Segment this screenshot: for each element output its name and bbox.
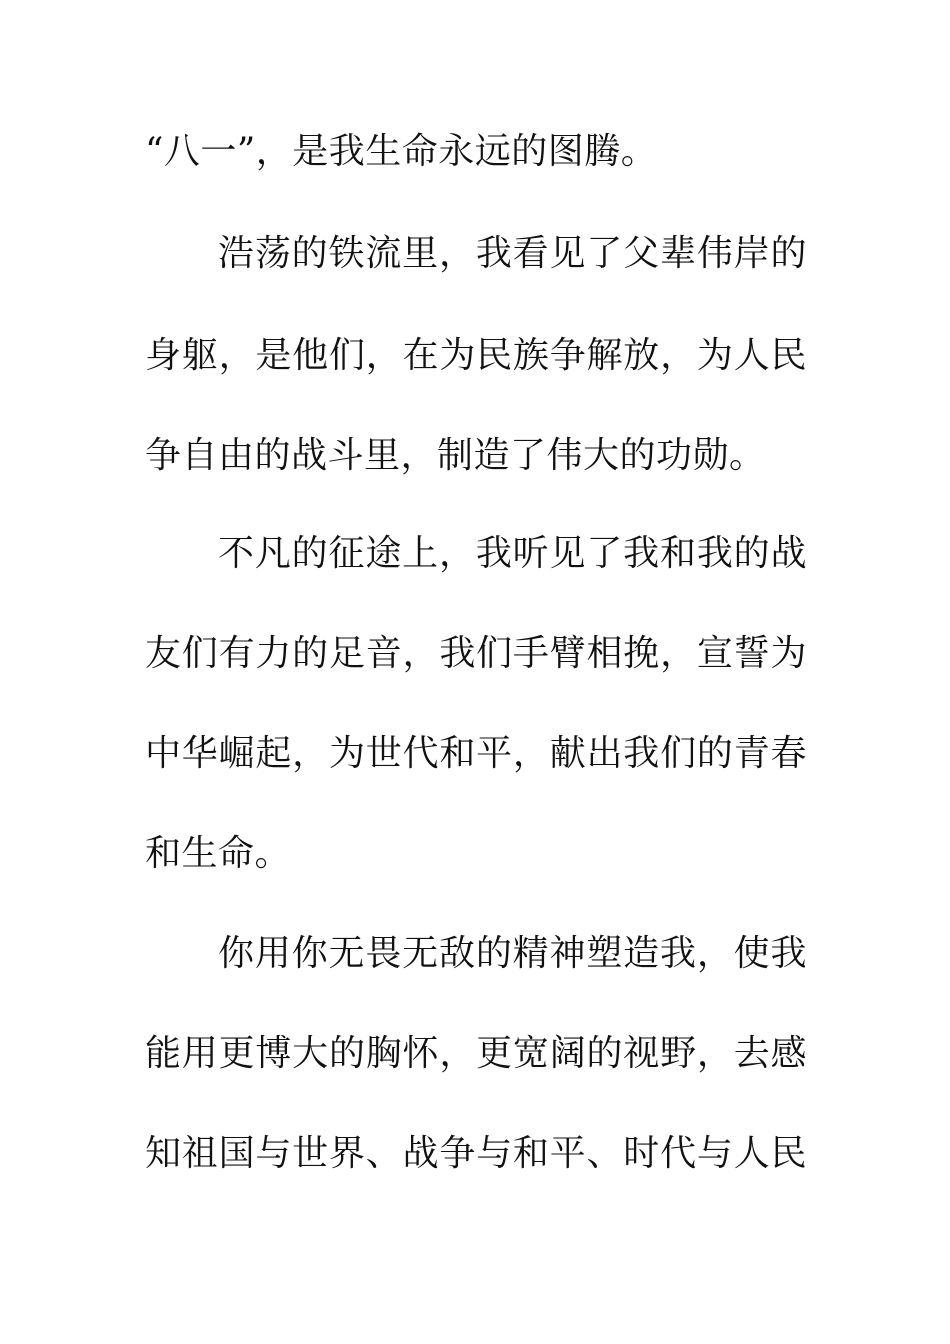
text-line-10: 能用更博大的胸怀，更宽阔的视野，去感 (145, 1033, 807, 1074)
text-line-4: 争自由的战斗里，制造了伟大的功勋。 (145, 435, 766, 476)
text-line-2: 浩荡的铁流里，我看见了父辈伟岸的 (218, 233, 807, 274)
text-line-6: 友们有力的足音，我们手臂相挽，宣誓为 (145, 633, 807, 674)
text-line-8: 和生命。 (145, 833, 292, 874)
text-line-5: 不凡的征途上，我听见了我和我的战 (218, 533, 807, 574)
text-line-1: “八一”，是我生命永远的图腾。 (145, 131, 658, 172)
text-line-11: 知祖国与世界、战争与和平、时代与人民 (145, 1133, 807, 1174)
text-line-7: 中华崛起，为世代和平，献出我们的青春 (145, 733, 807, 774)
text-line-3: 身躯，是他们，在为民族争解放，为人民 (145, 335, 807, 376)
text-line-9: 你用你无畏无敌的精神塑造我，使我 (218, 933, 807, 974)
